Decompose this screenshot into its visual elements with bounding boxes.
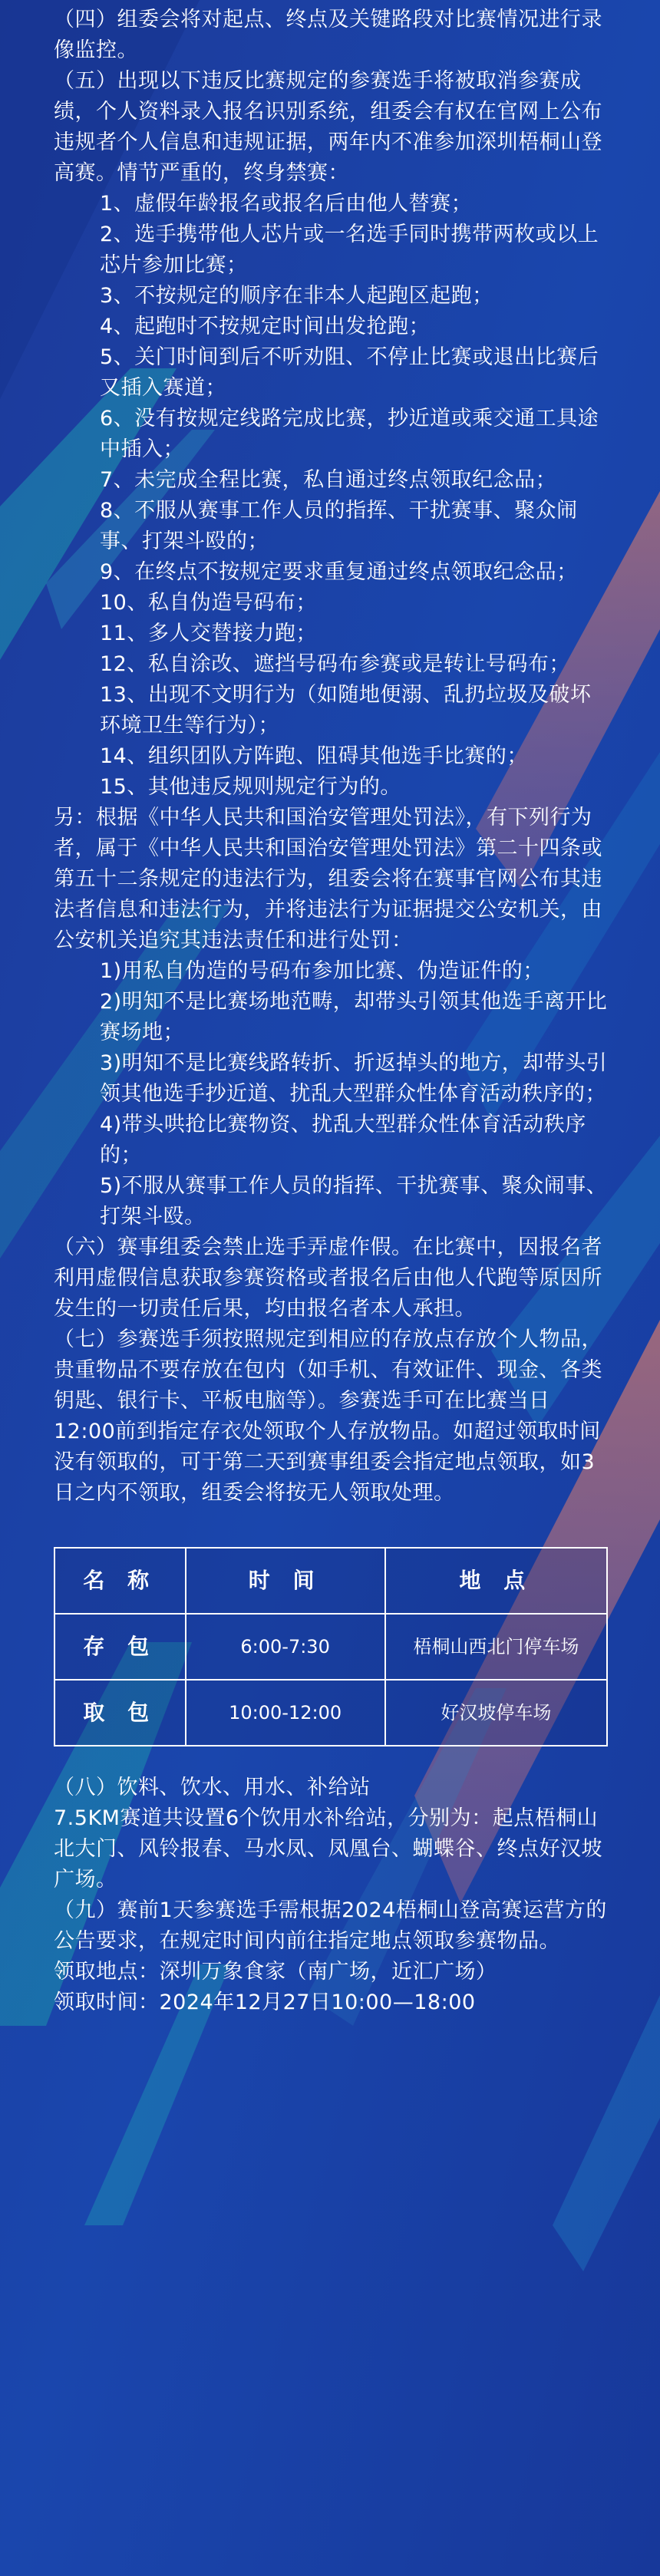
legal-item-5: 5)不服从赛事工作人员的指挥、干扰赛事、聚众闹事、打架斗殴。 <box>100 1174 608 1229</box>
legal-item-2: 2)明知不是比赛场地范畴，却带头引领其他选手离开比赛场地； <box>100 990 608 1044</box>
violation-item-3: 3、不按规定的顺序在非本人起跑区起跑； <box>100 284 493 308</box>
legal-item-4: 4)带头哄抢比赛物资、扰乱大型群众性体育活动秩序的； <box>100 1113 586 1167</box>
document-body <box>54 5 608 2018</box>
violation-item-12: 12、私自涂改、遮挡号码布参赛或是转让号码布； <box>100 652 570 676</box>
row-time: 6:00-7:30 <box>186 1614 385 1680</box>
legal-item-3: 3)明知不是比赛线路转折、折返掉头的地方，却带头引领其他选手抄近道、扰乱大型群众性体育活动秩序的； <box>100 1051 608 1106</box>
violation-item-10: 10、私自伪造号码布； <box>100 591 317 615</box>
paragraph-4: （四）组委会将对起点、终点及关键路段对比赛情况进行录像监控。 <box>54 8 602 62</box>
row-time: 10:00-12:00 <box>186 1680 385 1746</box>
paragraph-7: （七）参赛选手须按照规定到相应的存放点存放个人物品，贵重物品不要存放在包内（如手机、有效证件、现金、各类钥匙、银行卡、平板电脑等）。参赛选手可在比赛当日12:00前到指定存衣处领取个人存放物品。如超过领取时间没有领取的，可于第二天到赛事组委会指定地点领取，如3日之内不领取，组委会将按无人领取处理。 <box>54 1328 602 1505</box>
violation-item-15: 15、其他违反规则规定行为的。 <box>100 775 401 799</box>
pickup-time: 领取时间：2024年12月27日10:00—18:00 <box>54 1991 476 2014</box>
violation-item-1: 1、虚假年龄报名或报名后由他人替赛； <box>100 192 473 216</box>
paragraph-8-body: 7.5KM赛道共设置6个饮用水补给站，分别为：起点梧桐山北大门、风铃报春、马水凤、凤凰台、蝴蝶谷、终点好汉坡广场。 <box>54 1806 602 1892</box>
header-name: 名 称 <box>54 1548 186 1614</box>
pickup-place: 领取地点：深圳万象食家（南广场，近汇广场） <box>54 1960 497 1984</box>
header-time: 时 间 <box>186 1548 385 1614</box>
violation-item-4: 4、起跑时不按规定时间出发抢跑； <box>100 315 431 338</box>
bag-storage-table <box>54 1547 608 1746</box>
row-name: 取 包 <box>54 1680 186 1746</box>
row-name: 存 包 <box>54 1614 186 1680</box>
violation-item-8: 8、不服从赛事工作人员的指挥、干扰赛事、聚众闹事、打架斗殴的； <box>100 499 578 553</box>
violation-item-7: 7、未完成全程比赛，私自通过终点领取纪念品； <box>100 468 557 492</box>
table-row <box>54 1680 607 1746</box>
legal-item-1: 1)用私自伪造的号码布参加比赛、伪造证件的； <box>100 959 544 983</box>
table-row <box>54 1614 607 1680</box>
legal-note: 另：根据《中华人民共和国治安管理处罚法》，有下列行为者，属于《中华人民共和国治安管理处罚法》第二十四条或第五十二条规定的违法行为，组委会将在赛事官网公布其违法者信息和违法行为，并将违法行为证据提交公安机关，由公安机关追究其违法责任和进行处罚： <box>54 806 602 952</box>
violation-item-11: 11、多人交替接力跑； <box>100 622 317 645</box>
violation-item-13: 13、出现不文明行为（如随地便溺、乱扔垃圾及破坏环境卫生等行为）； <box>100 683 592 737</box>
violation-item-14: 14、组织团队方阵跑、阻碍其他选手比赛的； <box>100 744 528 768</box>
row-place: 好汉坡停车场 <box>385 1680 607 1746</box>
violation-item-5: 5、关门时间到后不听劝阻、不停止比赛或退出比赛后又插入赛道； <box>100 345 599 400</box>
violation-item-2: 2、选手携带他人芯片或一名选手同时携带两枚或以上芯片参加比赛； <box>100 223 599 277</box>
violation-item-9: 9、在终点不按规定要求重复通过终点领取纪念品； <box>100 560 578 584</box>
paragraph-6: （六）赛事组委会禁止选手弄虚作假。在比赛中，因报名者利用虚假信息获取参赛资格或者报名后由他人代跑等原因所发生的一切责任后果，均由报名者本人承担。 <box>54 1235 602 1321</box>
table-header-row <box>54 1548 607 1614</box>
paragraph-8-title: （八）饮料、饮水、用水、补给站 <box>54 1776 371 1799</box>
paragraph-5: （五）出现以下违反比赛规定的参赛选手将被取消参赛成绩，个人资料录入报名识别系统，组委会有权在官网上公布违规者个人信息和违规证据，两年内不准参加深圳梧桐山登高赛。情节严重的，终身禁赛： <box>54 69 602 185</box>
header-place: 地 点 <box>385 1548 607 1614</box>
violation-item-6: 6、没有按规定线路完成比赛，抄近道或乘交通工具途中插入； <box>100 407 599 461</box>
row-place: 梧桐山西北门停车场 <box>385 1614 607 1680</box>
paragraph-9: （九）赛前1天参赛选手需根据2024梧桐山登高赛运营方的公告要求，在规定时间内前往指定地点领取参赛物品。 <box>54 1898 607 1953</box>
